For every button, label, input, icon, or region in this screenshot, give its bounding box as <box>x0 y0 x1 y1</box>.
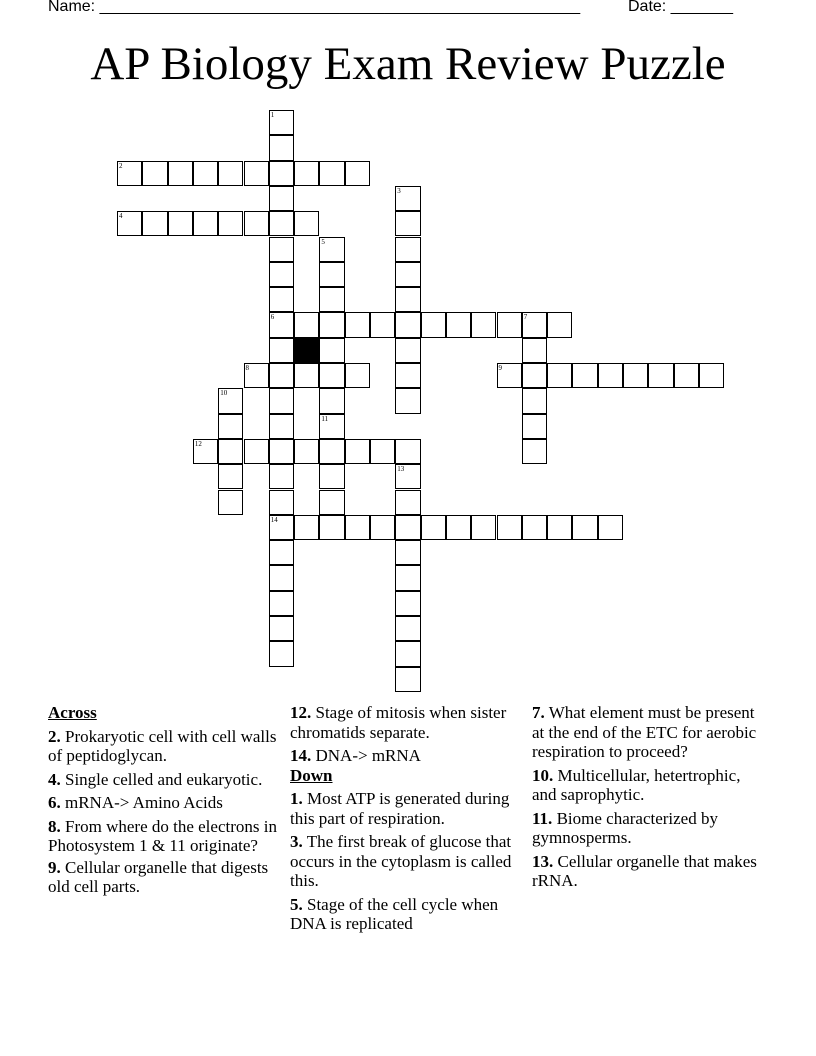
crossword-cell[interactable] <box>294 515 319 540</box>
crossword-cell[interactable] <box>218 439 243 464</box>
crossword-cell[interactable] <box>497 312 522 337</box>
crossword-cell[interactable] <box>269 110 294 135</box>
clue-down-7: 7. What element must be present at the end of the ETC for aerobic respiration to proceed? <box>532 703 757 761</box>
crossword-cell[interactable] <box>395 565 420 590</box>
crossword-cell[interactable] <box>244 211 269 236</box>
name-field[interactable]: Name: ______________________________________________________ <box>48 0 581 15</box>
crossword-cell[interactable] <box>269 464 294 489</box>
crossword-cell[interactable] <box>395 388 420 413</box>
crossword-cell[interactable] <box>471 515 496 540</box>
crossword-cell[interactable] <box>269 161 294 186</box>
cell-number: 7 <box>523 313 528 322</box>
cell-number: 5 <box>321 237 325 246</box>
crossword-cell[interactable] <box>395 186 420 211</box>
crossword-cell[interactable] <box>345 439 370 464</box>
crossword-cell[interactable] <box>319 363 344 388</box>
crossword-cell[interactable] <box>395 540 420 565</box>
crossword-cell[interactable] <box>547 515 572 540</box>
crossword-cell[interactable] <box>471 312 496 337</box>
clue-across-9: 9. Cellular organelle that digests old cell parts. <box>48 857 269 896</box>
crossword-cell[interactable] <box>218 464 243 489</box>
cell-number: 2 <box>119 161 123 170</box>
crossword-cell[interactable] <box>598 363 623 388</box>
crossword-cell[interactable] <box>421 515 446 540</box>
crossword-cell[interactable] <box>168 211 193 236</box>
crossword-cell[interactable] <box>244 439 269 464</box>
crossword-cell[interactable] <box>319 515 344 540</box>
crossword-cell[interactable] <box>269 388 294 413</box>
crossword-cell[interactable] <box>269 414 294 439</box>
crossword-cell[interactable] <box>269 338 294 363</box>
crossword-cell[interactable] <box>319 237 344 262</box>
clue-down-11: 11. Biome characterized by gymnosperms. <box>532 808 718 847</box>
crossword-cell[interactable] <box>395 211 420 236</box>
cell-number: 13 <box>397 465 405 474</box>
crossword-cell[interactable] <box>269 439 294 464</box>
clue-across-14: 14. DNA-> mRNA <box>290 746 421 765</box>
crossword-cell[interactable] <box>319 388 344 413</box>
crossword-cell[interactable] <box>269 287 294 312</box>
crossword-cell[interactable] <box>395 237 420 262</box>
crossword-cell[interactable] <box>294 363 319 388</box>
clue-across-12: 12. Stage of mitosis when sister chromatids separate. <box>290 703 507 742</box>
crossword-cell[interactable] <box>319 312 344 337</box>
crossword-cell[interactable] <box>269 262 294 287</box>
crossword-cell[interactable] <box>547 312 572 337</box>
cell-number: 6 <box>270 313 275 322</box>
crossword-cell[interactable] <box>370 515 395 540</box>
crossword-cell[interactable] <box>395 439 420 464</box>
crossword-cell[interactable] <box>319 490 344 515</box>
cell-number: 14 <box>270 515 278 524</box>
crossword-cell[interactable] <box>117 211 142 236</box>
crossword-cell[interactable] <box>345 363 370 388</box>
crossword-cell[interactable] <box>699 363 724 388</box>
crossword-cell[interactable] <box>370 312 395 337</box>
crossword-block-cell <box>294 338 319 363</box>
clue-down-13: 13. Cellular organelle that makes rRNA. <box>532 851 757 890</box>
crossword-cell[interactable] <box>395 616 420 641</box>
crossword-cell[interactable] <box>421 312 446 337</box>
crossword-cell[interactable] <box>117 161 142 186</box>
crossword-cell[interactable] <box>294 312 319 337</box>
crossword-cell[interactable] <box>193 161 218 186</box>
crossword-cell[interactable] <box>319 287 344 312</box>
crossword-cell[interactable] <box>395 363 420 388</box>
cell-number: 8 <box>245 364 249 372</box>
crossword-cell[interactable] <box>395 515 420 540</box>
page-title: AP Biology Exam Review Puzzle <box>90 38 726 90</box>
crossword-cell[interactable] <box>345 161 370 186</box>
cell-number: 9 <box>498 364 502 372</box>
crossword-cell[interactable] <box>522 312 547 337</box>
across-heading: Across <box>48 703 97 722</box>
clue-column-2 <box>290 703 512 938</box>
crossword-cell[interactable] <box>269 565 294 590</box>
crossword-cell[interactable] <box>674 363 699 388</box>
crossword-cell[interactable] <box>269 641 294 666</box>
crossword-cell[interactable] <box>395 490 420 515</box>
crossword-cell[interactable] <box>269 540 294 565</box>
crossword-cell[interactable] <box>547 363 572 388</box>
crossword-cell[interactable] <box>269 591 294 616</box>
clue-across-4: 4. Single celled and eukaryotic. <box>48 769 263 789</box>
crossword-cell[interactable] <box>269 363 294 388</box>
crossword-cell[interactable] <box>319 439 344 464</box>
crossword-cell[interactable] <box>319 161 344 186</box>
crossword-cell[interactable] <box>598 515 623 540</box>
crossword-cell[interactable] <box>294 161 319 186</box>
crossword-cell[interactable] <box>269 616 294 641</box>
clue-down-1: 1. Most ATP is generated during this part of respiration. <box>290 789 510 828</box>
crossword-cell[interactable] <box>522 515 547 540</box>
clue-down-5: 5. Stage of the cell cycle when DNA is replicated <box>290 894 499 933</box>
cell-number: 3 <box>397 186 401 195</box>
crossword-cell[interactable] <box>218 211 243 236</box>
crossword-cell[interactable] <box>193 211 218 236</box>
crossword-cell[interactable] <box>142 161 167 186</box>
crossword-cell[interactable] <box>319 262 344 287</box>
crossword-cell[interactable] <box>319 414 344 439</box>
crossword-cell[interactable] <box>522 439 547 464</box>
crossword-cell[interactable] <box>345 515 370 540</box>
crossword-cell[interactable] <box>319 338 344 363</box>
crossword-cell[interactable] <box>269 490 294 515</box>
clue-column-3 <box>532 703 768 895</box>
crossword-cell[interactable] <box>218 490 243 515</box>
crossword-cell[interactable] <box>395 591 420 616</box>
crossword-cell[interactable] <box>395 312 420 337</box>
crossword-cell[interactable] <box>648 363 673 388</box>
crossword-cell[interactable] <box>497 515 522 540</box>
crossword-cell[interactable] <box>218 414 243 439</box>
crossword-cell[interactable] <box>269 237 294 262</box>
crossword-cell[interactable] <box>446 312 471 337</box>
crossword-cell[interactable] <box>218 388 243 413</box>
crossword-cell[interactable] <box>446 515 471 540</box>
clue-across-8: 8. From where do the electrons in Photosystem 1 & 11 originate? <box>48 816 277 855</box>
crossword-cell[interactable] <box>395 464 420 489</box>
cell-number: 4 <box>119 212 123 221</box>
crossword-cell[interactable] <box>497 363 522 388</box>
clue-across-6: 6. mRNA-> Amino Acids <box>48 793 223 812</box>
crossword-cell[interactable] <box>522 388 547 413</box>
crossword-cell[interactable] <box>218 161 243 186</box>
crossword-cell[interactable] <box>522 414 547 439</box>
cell-number: 10 <box>220 389 228 398</box>
clue-down-3: 3. The first break of glucose that occurs in the cytoplasm is called this. <box>290 832 512 890</box>
crossword-cell[interactable] <box>319 464 344 489</box>
crossword-cell[interactable] <box>395 287 420 312</box>
crossword-cell[interactable] <box>522 338 547 363</box>
crossword-cell[interactable] <box>294 439 319 464</box>
crossword-cell[interactable] <box>269 312 294 337</box>
crossword-cell[interactable] <box>370 439 395 464</box>
date-field[interactable]: Date: _______ <box>628 0 733 15</box>
crossword-cell[interactable] <box>395 262 420 287</box>
crossword-cell[interactable] <box>193 439 218 464</box>
cell-number: 1 <box>270 111 275 119</box>
crossword-cell[interactable] <box>395 667 420 692</box>
crossword-cell[interactable] <box>522 363 547 388</box>
crossword-cell[interactable] <box>244 161 269 186</box>
down-heading: Down <box>290 765 333 785</box>
cell-number: 11 <box>321 414 329 423</box>
crossword-cell[interactable] <box>572 363 597 388</box>
crossword-cell[interactable] <box>395 641 420 666</box>
crossword-cell[interactable] <box>294 211 319 236</box>
clue-column-1 <box>48 703 278 901</box>
crossword-cell[interactable] <box>345 312 370 337</box>
clue-across-2: 2. Prokaryotic cell with cell walls of peptidoglycan. <box>48 726 277 765</box>
crossword-cell[interactable] <box>142 211 167 236</box>
crossword-cell[interactable] <box>572 515 597 540</box>
crossword-cell[interactable] <box>168 161 193 186</box>
crossword-cell[interactable] <box>269 186 294 211</box>
crossword-cell[interactable] <box>269 211 294 236</box>
crossword-cell[interactable] <box>395 338 420 363</box>
clue-down-10: 10. Multicellular, hetertrophic, and saprophytic. <box>532 765 741 804</box>
cell-number: 12 <box>194 439 202 448</box>
crossword-cell[interactable] <box>244 363 269 388</box>
crossword-cell[interactable] <box>269 515 294 540</box>
crossword-cell[interactable] <box>623 363 648 388</box>
crossword-cell[interactable] <box>269 135 294 160</box>
